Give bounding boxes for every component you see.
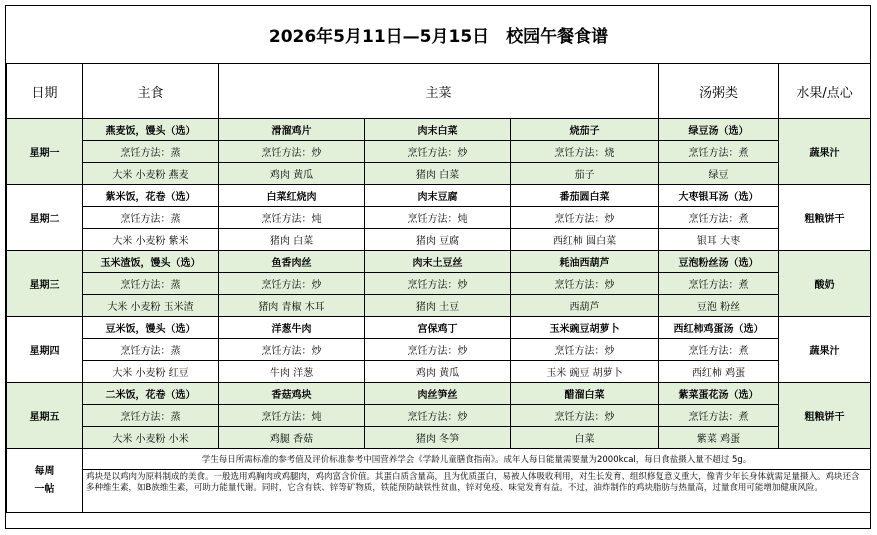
menu-cell-dish: 滑溜鸡片 — [219, 119, 365, 141]
menu-cell-dish: 燕麦饭，馒头（选） — [83, 119, 219, 141]
menu-cell-ingredients: 绿豆 — [659, 163, 779, 185]
fruit-snack: 蔬果汁 — [779, 317, 871, 383]
day-row — [7, 339, 871, 361]
day-row — [7, 185, 871, 207]
menu-cell-dish: 洋葱牛肉 — [219, 317, 365, 339]
menu-cell-dish: 番茄圆白菜 — [511, 185, 659, 207]
menu-cell-ingredients: 牛肉 洋葱 — [219, 361, 365, 383]
menu-cell-ingredients: 鸡腿 香菇 — [219, 427, 365, 449]
menu-cell-dish: 醋溜白菜 — [511, 383, 659, 405]
header-date: 日期 — [7, 64, 83, 119]
day-row — [7, 207, 871, 229]
menu-cell-method: 烹饪方法：煮 — [659, 207, 779, 229]
menu-cell-dish: 紫菜蛋花汤（选） — [659, 383, 779, 405]
menu-cell-ingredients: 猪肉 白菜 — [219, 229, 365, 251]
menu-cell-dish: 烧茄子 — [511, 119, 659, 141]
menu-cell-ingredients: 茄子 — [511, 163, 659, 185]
day-row — [7, 273, 871, 295]
menu-cell-ingredients: 西葫芦 — [511, 295, 659, 317]
day-row — [7, 427, 871, 449]
menu-cell-method: 烹饪方法：煮 — [659, 273, 779, 295]
weekly-tip-label — [7, 449, 83, 513]
menu-cell-dish: 白菜红烧肉 — [219, 185, 365, 207]
menu-cell-dish: 豆米饭，馒头（选） — [83, 317, 219, 339]
menu-cell-dish: 玉米豌豆胡萝卜 — [511, 317, 659, 339]
day-row — [7, 163, 871, 185]
day-name: 星期四 — [7, 317, 83, 383]
menu-cell-method: 烹饪方法：炒 — [219, 339, 365, 361]
menu-cell-dish: 肉丝笋丝 — [365, 383, 511, 405]
day-name: 星期三 — [7, 251, 83, 317]
menu-cell-ingredients: 猪肉 冬笋 — [365, 427, 511, 449]
menu-cell-method: 烹饪方法：炖 — [219, 405, 365, 427]
menu-cell-method: 烹饪方法：蒸 — [83, 207, 219, 229]
menu-cell-dish: 鱼香肉丝 — [219, 251, 365, 273]
menu-cell-ingredients: 猪肉 白菜 — [365, 163, 511, 185]
header-dishes: 主菜 — [219, 64, 659, 119]
menu-cell-ingredients: 大米 小麦粉 小米 — [83, 427, 219, 449]
menu-cell-dish: 香菇鸡块 — [219, 383, 365, 405]
nutrition-reference-note: 学生每日所需标准的参考值及评价标准参考中国营养学会《学龄儿童膳食指南》。成年人每日能量需要量为2000kcal，每日食盐摄入量不超过 5g。 — [83, 449, 871, 470]
menu-cell-method: 烹饪方法：炒 — [365, 339, 511, 361]
menu-cell-method: 烹饪方法：炒 — [219, 141, 365, 163]
menu-cell-method: 烹饪方法：炒 — [511, 273, 659, 295]
day-row — [7, 405, 871, 427]
menu-cell-dish: 二米饭，花卷（选） — [83, 383, 219, 405]
menu-cell-ingredients: 豆泡 粉丝 — [659, 295, 779, 317]
menu-cell-dish: 紫米饭，花卷（选） — [83, 185, 219, 207]
day-row — [7, 229, 871, 251]
day-row — [7, 383, 871, 405]
page-title: 2026年5月11日—5月15日 校园午餐食谱 — [7, 6, 871, 64]
menu-cell-ingredients: 大米 小麦粉 紫米 — [83, 229, 219, 251]
menu-cell-method: 烹饪方法：炒 — [365, 141, 511, 163]
menu-cell-dish: 玉米渣饭，馒头（选） — [83, 251, 219, 273]
day-row — [7, 141, 871, 163]
menu-cell-ingredients: 猪肉 土豆 — [365, 295, 511, 317]
fruit-snack: 蔬果汁 — [779, 119, 871, 185]
menu-cell-method: 烹饪方法：煮 — [659, 405, 779, 427]
day-row — [7, 361, 871, 383]
menu-cell-dish: 肉末土豆丝 — [365, 251, 511, 273]
day-name: 星期二 — [7, 185, 83, 251]
header-staple: 主食 — [83, 64, 219, 119]
menu-cell-dish: 肉末白菜 — [365, 119, 511, 141]
menu-cell-ingredients: 大米 小麦粉 玉米渣 — [83, 295, 219, 317]
menu-cell-method: 烹饪方法：炖 — [365, 207, 511, 229]
header-soup: 汤粥类 — [659, 64, 779, 119]
menu-table — [6, 6, 871, 513]
menu-cell-method: 烹饪方法：炒 — [511, 207, 659, 229]
menu-cell-dish: 肉末豆腐 — [365, 185, 511, 207]
menu-cell-ingredients: 鸡肉 黄瓜 — [219, 163, 365, 185]
menu-cell-ingredients: 紫菜 鸡蛋 — [659, 427, 779, 449]
menu-cell-method: 烹饪方法：蒸 — [83, 339, 219, 361]
menu-cell-method: 烹饪方法：煮 — [659, 141, 779, 163]
day-row — [7, 295, 871, 317]
menu-cell-method: 烹饪方法：蒸 — [83, 141, 219, 163]
day-name: 星期五 — [7, 383, 83, 449]
day-row — [7, 119, 871, 141]
menu-cell-method: 烹饪方法：蒸 — [83, 405, 219, 427]
menu-cell-method: 烹饪方法：炒 — [511, 405, 659, 427]
menu-cell-ingredients: 银耳 大枣 — [659, 229, 779, 251]
weekly-tip-text: 鸡块是以鸡肉为原料制成的美食。一般选用鸡胸肉或鸡腿肉，鸡肉富含价值。其蛋白质含量高，且为优质蛋白，易被人体吸收利用，对生长发育、组织修复意义重大，像青少年长身体就需足量摄入。鸡块还含多种维生素，如B族维生素，可助力能量代谢。同时，它含有铁、锌等矿物质，铁能预防缺铁性贫血，锌对免疫、味觉发育有益。不过，油炸制作的鸡块脂肪与热量高，过量食用可能增加健康风险。 — [83, 470, 871, 513]
menu-cell-ingredients: 西红柿 鸡蛋 — [659, 361, 779, 383]
menu-cell-ingredients: 玉米 豌豆 胡萝卜 — [511, 361, 659, 383]
day-name: 星期一 — [7, 119, 83, 185]
menu-cell-method: 烹饪方法：炒 — [511, 339, 659, 361]
menu-cell-method: 烹饪方法：炒 — [365, 273, 511, 295]
day-row — [7, 317, 871, 339]
menu-cell-dish: 宫保鸡丁 — [365, 317, 511, 339]
menu-cell-ingredients: 西红柿 圆白菜 — [511, 229, 659, 251]
header-fruit: 水果/点心 — [779, 64, 871, 119]
menu-cell-dish: 耗油西葫芦 — [511, 251, 659, 273]
weekly-tip-label-line2: 一帖 — [34, 483, 55, 495]
menu-cell-dish: 西红柿鸡蛋汤（选） — [659, 317, 779, 339]
day-row — [7, 251, 871, 273]
menu-cell-method: 烹饪方法：炖 — [219, 207, 365, 229]
menu-cell-method: 烹饪方法：炒 — [365, 405, 511, 427]
menu-cell-ingredients: 猪肉 青椒 木耳 — [219, 295, 365, 317]
menu-cell-method: 烹饪方法：煮 — [659, 339, 779, 361]
fruit-snack: 酸奶 — [779, 251, 871, 317]
menu-cell-dish: 绿豆汤（选） — [659, 119, 779, 141]
fruit-snack: 粗粮饼干 — [779, 383, 871, 449]
fruit-snack: 粗粮饼干 — [779, 185, 871, 251]
menu-cell-dish: 大枣银耳汤（选） — [659, 185, 779, 207]
menu-cell-method: 烹饪方法：烧 — [511, 141, 659, 163]
menu-cell-ingredients: 白菜 — [511, 427, 659, 449]
menu-cell-dish: 豆泡粉丝汤（选） — [659, 251, 779, 273]
menu-cell-ingredients: 猪肉 豆腐 — [365, 229, 511, 251]
menu-cell-method: 烹饪方法：蒸 — [83, 273, 219, 295]
menu-sheet — [5, 5, 871, 529]
weekly-tip-label-line1: 每周 — [34, 465, 55, 477]
menu-cell-ingredients: 大米 小麦粉 红豆 — [83, 361, 219, 383]
menu-cell-ingredients: 大米 小麦粉 燕麦 — [83, 163, 219, 185]
menu-cell-ingredients: 鸡肉 黄瓜 — [365, 361, 511, 383]
menu-cell-method: 烹饪方法：炒 — [219, 273, 365, 295]
